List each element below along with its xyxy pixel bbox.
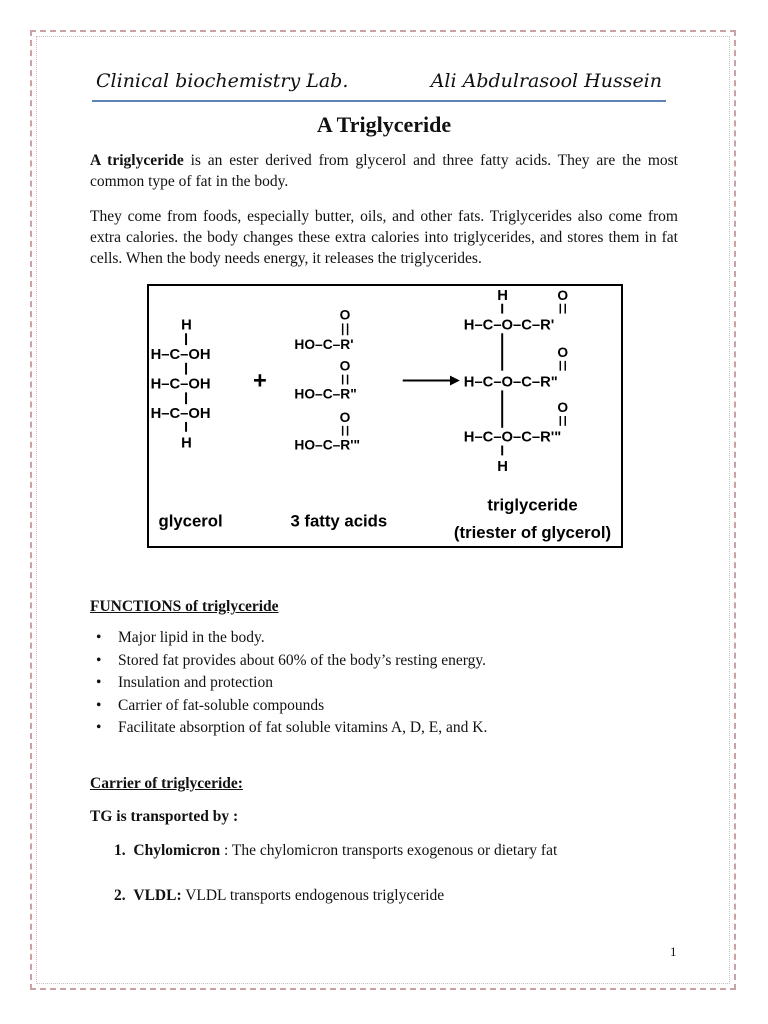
- glycerol-top-h: H: [181, 317, 192, 334]
- fatty-acid-1: HO–C–R': [294, 337, 354, 353]
- plus-sign: +: [253, 368, 267, 395]
- list-item: • Facilitate absorption of fat soluble vitamins A, D, E, and K.: [90, 717, 487, 740]
- header-author: Ali Abdulrasool Hussein: [430, 70, 662, 92]
- triglyceride-structure: [464, 288, 569, 475]
- reaction-arrow: [403, 376, 460, 386]
- item-text: VLDL transports endogenous triglyceride: [181, 887, 445, 904]
- glycerol-label: glycerol: [158, 511, 223, 531]
- carrier-heading: Carrier of triglyceride:: [90, 775, 243, 792]
- item-term: Chylomicron: [133, 842, 221, 859]
- carrier-item-chylomicron: [114, 842, 557, 860]
- page-number: 1: [670, 944, 677, 959]
- tg-o-1: O: [557, 287, 569, 303]
- tg-row-2: H–C–O–C–R": [463, 374, 558, 391]
- item-number: 1.: [114, 842, 126, 859]
- fatty-acids-label: 3 fatty acids: [290, 511, 388, 531]
- fatty-acid-o-1: O: [339, 307, 351, 323]
- triglyceride-label: triglyceride: [487, 495, 578, 515]
- fatty-acid-o-3: O: [339, 409, 351, 425]
- tg-o-2: O: [557, 344, 569, 360]
- tg-bottom-h: H: [497, 459, 508, 476]
- glycerol-bottom-h: H: [181, 435, 192, 452]
- page-title: A Triglyceride: [316, 112, 452, 137]
- intro-term: A triglyceride: [90, 152, 184, 169]
- transport-intro: TG is transported by :: [90, 808, 239, 825]
- glycerol-structure: [151, 317, 211, 451]
- tg-top-h: H: [497, 287, 508, 304]
- list-item: • Major lipid in the body.: [90, 627, 487, 650]
- glycerol-row-1: H–C–OH: [150, 346, 211, 363]
- functions-heading: FUNCTIONS of triglyceride: [90, 598, 279, 615]
- list-item: • Carrier of fat-soluble compounds: [90, 695, 487, 718]
- triglyceride-sublabel: (triester of glycerol): [453, 523, 612, 543]
- reaction-diagram: [149, 286, 621, 546]
- fatty-acid-3: HO–C–R'": [294, 437, 361, 453]
- tg-row-3: H–C–O–C–R'": [463, 429, 562, 446]
- list-item: • Stored fat provides about 60% of the body’s resting energy.: [90, 650, 487, 673]
- fatty-acid-o-2: O: [339, 358, 351, 374]
- item-text: : The chylomicron transports exogenous or dietary fat: [220, 842, 558, 859]
- list-item: • Insulation and protection: [90, 672, 487, 695]
- fatty-acids-structure: [294, 307, 360, 452]
- triglyceride-formation-figure: [147, 284, 623, 548]
- carrier-item-vldl: [114, 887, 444, 905]
- second-paragraph: They come from foods, especially butter, oils, and other fats. Triglycerides also come from extra calories. the body changes these extra calories into triglycerides, and stores them in fat cells. When the body needs energy, it releases the triglycerides.: [90, 208, 678, 267]
- page-header: [92, 66, 666, 102]
- fatty-acid-2: HO–C–R": [294, 386, 357, 402]
- functions-list: [90, 627, 487, 740]
- tg-row-1: H–C–O–C–R': [463, 317, 555, 334]
- glycerol-row-2: H–C–OH: [150, 376, 211, 393]
- header-course: Clinical biochemistry Lab.: [96, 70, 349, 92]
- item-number: 2.: [114, 887, 126, 904]
- tg-o-3: O: [557, 400, 569, 416]
- intro-paragraph: [90, 150, 678, 192]
- intro-text: is an ester derived from glycerol and three fatty acids. They are the most common type of fat in the body.: [90, 152, 678, 190]
- item-term: VLDL:: [133, 887, 182, 904]
- glycerol-row-3: H–C–OH: [150, 405, 211, 422]
